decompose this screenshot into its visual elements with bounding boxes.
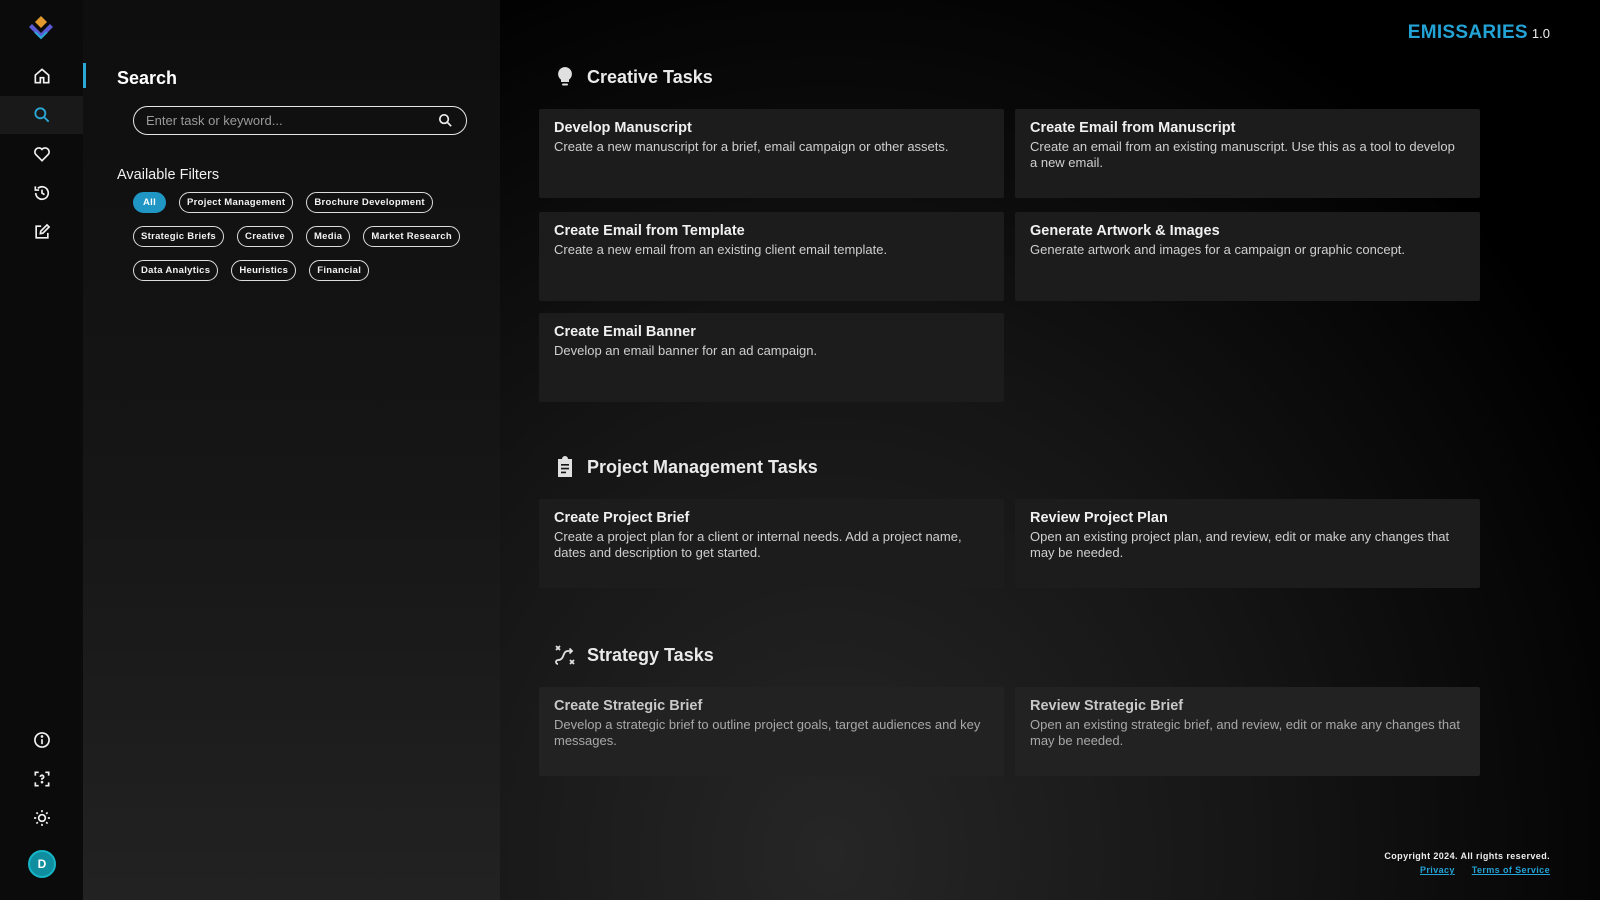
- task-card-description: Open an existing project plan, and review, edit or make any changes that may be needed.: [1030, 529, 1450, 560]
- filter-chip-brochure-development[interactable]: Brochure Development: [306, 192, 433, 213]
- section-project-header: [553, 455, 818, 479]
- filter-chip-list: [133, 192, 478, 281]
- brand: [1408, 22, 1550, 44]
- main-content: [500, 0, 1600, 900]
- nav-info[interactable]: [0, 721, 83, 759]
- task-card-title: Review Strategic Brief: [1030, 698, 1184, 714]
- nav-scan[interactable]: [0, 760, 83, 798]
- footer: [1384, 851, 1550, 875]
- search-panel-title: Search: [117, 68, 178, 88]
- section-project-title: Project Management Tasks: [587, 456, 818, 477]
- section-creative-title: Creative Tasks: [587, 66, 713, 87]
- search-box[interactable]: [133, 106, 467, 135]
- privacy-link[interactable]: Privacy: [1419, 865, 1455, 875]
- task-card[interactable]: [539, 499, 1004, 588]
- task-card-title: Create Email from Manuscript: [1030, 120, 1236, 136]
- filter-chip-strategic-briefs[interactable]: Strategic Briefs: [133, 226, 224, 247]
- nav-favorites[interactable]: [0, 135, 83, 173]
- icon-rail: [0, 0, 83, 900]
- filter-chip-media[interactable]: Media: [306, 226, 350, 247]
- task-card[interactable]: [539, 212, 1004, 301]
- task-card-description: Open an existing strategic brief, and review, edit or make any changes that may be needed.: [1030, 717, 1460, 748]
- copyright-text: Copyright 2024. All rights reserved.: [1384, 851, 1550, 861]
- strategy-route-icon: [553, 643, 577, 667]
- nav-edit[interactable]: [0, 213, 83, 251]
- task-card-title: Create Email from Template: [554, 223, 745, 239]
- search-panel: [83, 0, 500, 900]
- task-card-title: Develop Manuscript: [554, 120, 692, 136]
- search-icon: [32, 105, 52, 125]
- task-card-title: Create Email Banner: [554, 324, 696, 340]
- task-card[interactable]: [1015, 499, 1480, 588]
- task-card-description: Develop an email banner for an ad campaign.: [554, 343, 818, 358]
- sun-icon: [32, 808, 52, 828]
- search-icon[interactable]: [437, 112, 454, 129]
- filter-chip-market-research[interactable]: Market Research: [363, 226, 460, 247]
- app-logo-icon[interactable]: [26, 14, 56, 46]
- task-card-title: Create Project Brief: [554, 510, 690, 526]
- task-card[interactable]: [1015, 687, 1480, 776]
- nav-theme[interactable]: [0, 799, 83, 837]
- home-icon: [32, 66, 52, 86]
- scan-icon: [32, 769, 52, 789]
- nav-search[interactable]: [0, 96, 83, 134]
- task-card-title: Generate Artwork & Images: [1030, 223, 1220, 239]
- info-icon: [32, 730, 52, 750]
- filter-chip-all[interactable]: All: [133, 192, 166, 213]
- section-strategy-header: [553, 643, 714, 667]
- search-input[interactable]: [146, 113, 437, 128]
- task-card-description: Create a project plan for a client or internal needs. Add a project name, dates and description to get started.: [554, 529, 962, 560]
- filter-chip-project-management[interactable]: Project Management: [179, 192, 293, 213]
- task-card-title: Create Strategic Brief: [554, 698, 703, 714]
- task-card-description: Create a new email from an existing client email template.: [554, 242, 888, 257]
- nav-home[interactable]: [0, 57, 83, 95]
- task-card[interactable]: [1015, 109, 1480, 198]
- terms-link[interactable]: Terms of Service: [1471, 865, 1550, 875]
- task-card-description: Generate artwork and images for a campaign or graphic concept.: [1030, 242, 1406, 257]
- filter-chip-financial[interactable]: Financial: [309, 260, 369, 281]
- filters-title: Available Filters: [117, 167, 220, 183]
- task-card[interactable]: [1015, 212, 1480, 301]
- brand-version: 1.0: [1531, 26, 1550, 41]
- clipboard-icon: [553, 455, 577, 479]
- nav-history[interactable]: [0, 174, 83, 212]
- task-card-description: Create an email from an existing manuscript. Use this as a tool to develop a new email.: [1030, 139, 1455, 170]
- task-card[interactable]: [539, 109, 1004, 198]
- filter-chip-data-analytics[interactable]: Data Analytics: [133, 260, 218, 281]
- active-panel-indicator: [83, 63, 86, 88]
- brand-name: EMISSARIES: [1407, 22, 1528, 43]
- task-card-title: Review Project Plan: [1030, 510, 1168, 526]
- section-strategy-title: Strategy Tasks: [587, 644, 714, 665]
- filter-chip-creative[interactable]: Creative: [237, 226, 293, 247]
- task-card-description: Create a new manuscript for a brief, email campaign or other assets.: [554, 139, 949, 154]
- section-creative-header: [553, 65, 713, 89]
- edit-icon: [32, 222, 52, 242]
- user-avatar[interactable]: D: [28, 850, 56, 878]
- lightbulb-icon: [553, 65, 577, 89]
- task-card-description: Develop a strategic brief to outline project goals, target audiences and key messages.: [554, 717, 981, 748]
- task-card[interactable]: [539, 313, 1004, 402]
- history-icon: [32, 183, 52, 203]
- footer-links: [1384, 865, 1550, 875]
- heart-icon: [32, 144, 52, 164]
- filter-chip-heuristics[interactable]: Heuristics: [231, 260, 296, 281]
- task-card[interactable]: [539, 687, 1004, 776]
